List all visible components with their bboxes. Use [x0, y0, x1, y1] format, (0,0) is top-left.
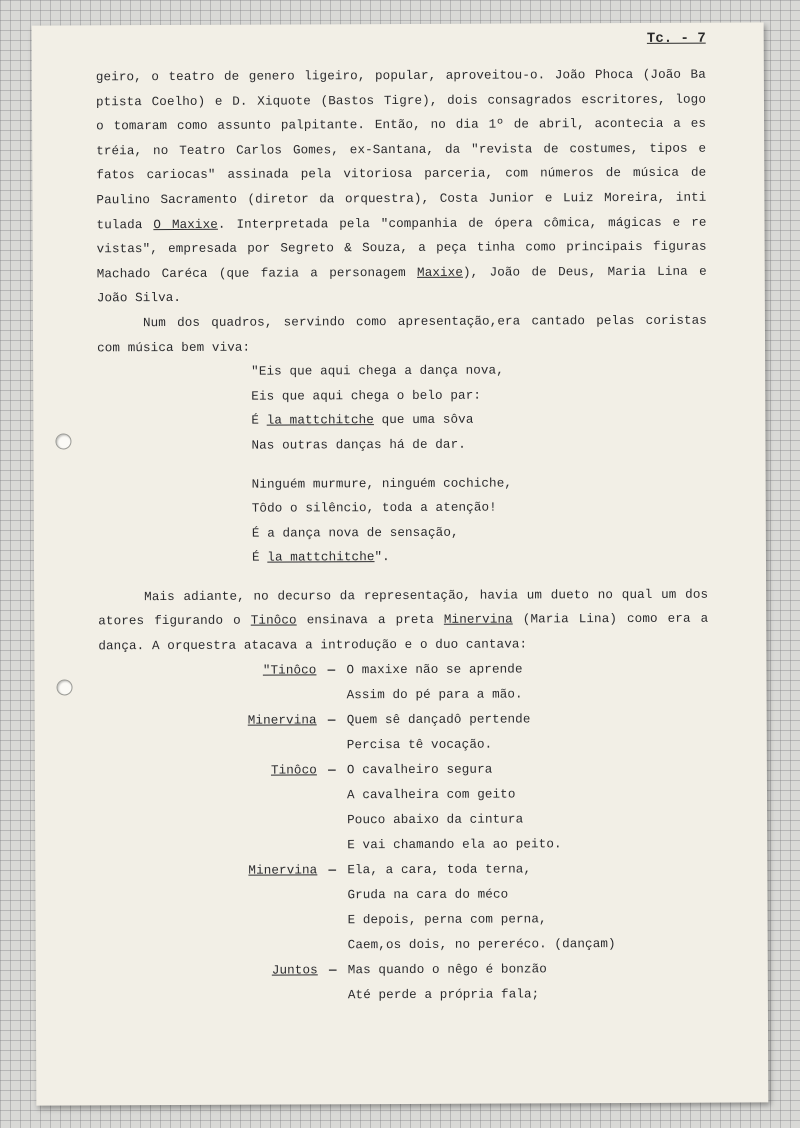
text-line: É a dança nova de sensação,	[251, 525, 459, 541]
dialogue-line	[99, 831, 709, 859]
document-body	[96, 63, 710, 1009]
text-line: Eis que aqui chega o belo par:	[251, 388, 482, 404]
text-line: vistas", empresada por Segreto & Souza, a peça tinha como principais figuras	[96, 239, 707, 257]
speaker-dash: —	[328, 862, 337, 877]
speaker-dash: —	[328, 762, 336, 777]
dialogue-line	[100, 931, 710, 959]
speaker-name: Minervina	[248, 863, 318, 878]
speaker-name: Juntos	[271, 963, 318, 978]
speaker-dash	[317, 683, 347, 708]
speaker-dash	[317, 883, 347, 908]
speaker-name: Tinôco	[270, 763, 317, 778]
lyric-text: Pouco abaixo da cintura	[347, 812, 524, 827]
text-line: tulada O Maxixe. Interpretada pela "companhia de ópera cômica, mágicas e re	[96, 215, 707, 232]
speaker-name	[99, 833, 317, 859]
speaker-dash	[317, 733, 347, 758]
dialogue-line	[99, 731, 709, 759]
text-line: Tôdo o silêncio, toda a atenção!	[251, 500, 497, 516]
text-line: É la mattchitche que uma sôva	[251, 412, 474, 428]
dialogue-line	[99, 881, 709, 909]
dialogue-line	[99, 706, 709, 734]
dialogue-line	[99, 856, 709, 884]
lyric-text: Assim do pé para a mão.	[346, 687, 523, 702]
lyric-text: Gruda na cara do méco	[347, 887, 509, 902]
punch-hole-bottom	[57, 679, 73, 695]
speaker-dash	[317, 783, 347, 808]
speaker-dash: —	[327, 712, 336, 727]
typewritten-page	[32, 22, 769, 1105]
speaker-name	[99, 808, 317, 834]
speaker-name	[100, 983, 318, 1009]
dialogue-line	[98, 656, 708, 684]
text-line: atores figurando o Tinôco ensinava a preta Minervina (Maria Lina) como era a	[98, 612, 709, 629]
text-line: "Eis que aqui chega a dança nova,	[251, 363, 504, 379]
text-line: fatos cariocas" assinada pela vitoriosa parceria, com números de música de	[96, 166, 707, 183]
speaker-dash	[317, 833, 347, 858]
text-line: Nas outras danças há de dar.	[251, 437, 466, 453]
dialogue-line	[99, 681, 709, 709]
speaker-name	[99, 683, 317, 709]
lyric-text: O maxixe não se aprende	[346, 662, 523, 677]
page-number: Tc. - 7	[646, 30, 706, 47]
dialogue-line	[100, 906, 710, 934]
text-line: o tomaram como assunto palpitante. Então, no dia 1º de abril, acontecia a es	[96, 116, 707, 134]
speaker-dash	[318, 983, 348, 1008]
speaker-name	[100, 908, 318, 934]
text-line: com música bem viva:	[97, 340, 251, 355]
dialogue-line	[99, 781, 709, 809]
text-line: Machado Caréca (que fazia a personagem Maxixe), João de Deus, Maria Lina e	[96, 264, 707, 282]
text-line: Mais adiante, no decurso da representação, havia um dueto no qual um dos	[144, 587, 709, 604]
speaker-dash	[318, 933, 348, 958]
speaker-name	[99, 783, 317, 809]
text-line: Num dos quadros, servindo como apresentação,era cantado pelas coristas	[142, 313, 707, 331]
paragraph-3	[98, 583, 708, 659]
lyric-text: A cavalheira com geito	[346, 787, 516, 802]
text-line: ptista Coelho) e D. Xiquote (Bastos Tigre), dois consagrados escritores, logo	[95, 92, 707, 109]
lyric-text: Mas quando o nêgo é bonzão	[347, 962, 547, 977]
duet-dialogue	[98, 656, 710, 1009]
speaker-dash	[317, 808, 347, 833]
text-line: Ninguém murmure, ninguém cochiche,	[251, 476, 513, 492]
dialogue-line	[100, 981, 710, 1009]
speaker-name: Minervina	[247, 713, 317, 728]
dialogue-line	[99, 806, 709, 834]
text-line: geiro, o teatro de genero ligeiro, popular, aproveitou-o. João Phoca (João Ba	[95, 67, 706, 85]
text-line: João Silva.	[96, 291, 182, 306]
lyric-text: O cavalheiro segura	[346, 762, 493, 777]
dialogue-line	[100, 956, 710, 984]
text-line: tréia, no Teatro Carlos Gomes, ex-Santana, da "revista de costumes, tipos e	[96, 141, 707, 159]
speaker-dash: —	[328, 962, 337, 977]
speaker-name	[99, 733, 317, 759]
text-line: dança. A orquestra atacava a introdução e o duo cantava:	[98, 637, 528, 654]
dialogue-line	[99, 756, 709, 784]
speaker-name: "Tinôco	[262, 663, 317, 678]
text-line: Paulino Sacramento (diretor da orquestra), Costa Junior e Luiz Moreira, inti	[96, 190, 707, 208]
lyric-text: E vai chamando ela ao peito.	[347, 836, 562, 852]
song-stanza-1	[97, 358, 707, 459]
lyric-text: E depois, perna com perna,	[347, 912, 547, 927]
paragraph-2	[97, 309, 707, 361]
lyric-text: Percisa tê vocação.	[346, 737, 493, 752]
lyric-text: Quem sê dançadô pertende	[346, 712, 531, 727]
lyric-text: Ela, a cara, toda terna,	[347, 862, 532, 877]
paragraph-1	[96, 63, 707, 312]
text-line: É la mattchitche".	[251, 550, 390, 565]
speaker-name	[100, 933, 318, 959]
lyric-text: Até perde a própria fala;	[347, 987, 540, 1002]
punch-hole-top	[55, 433, 71, 449]
speaker-dash	[318, 908, 348, 933]
speaker-dash: —	[327, 662, 336, 677]
song-stanza-2	[98, 470, 708, 571]
lyric-text: Caem,os dois, no pereréco. (dançam)	[347, 936, 616, 952]
speaker-name	[99, 883, 317, 909]
